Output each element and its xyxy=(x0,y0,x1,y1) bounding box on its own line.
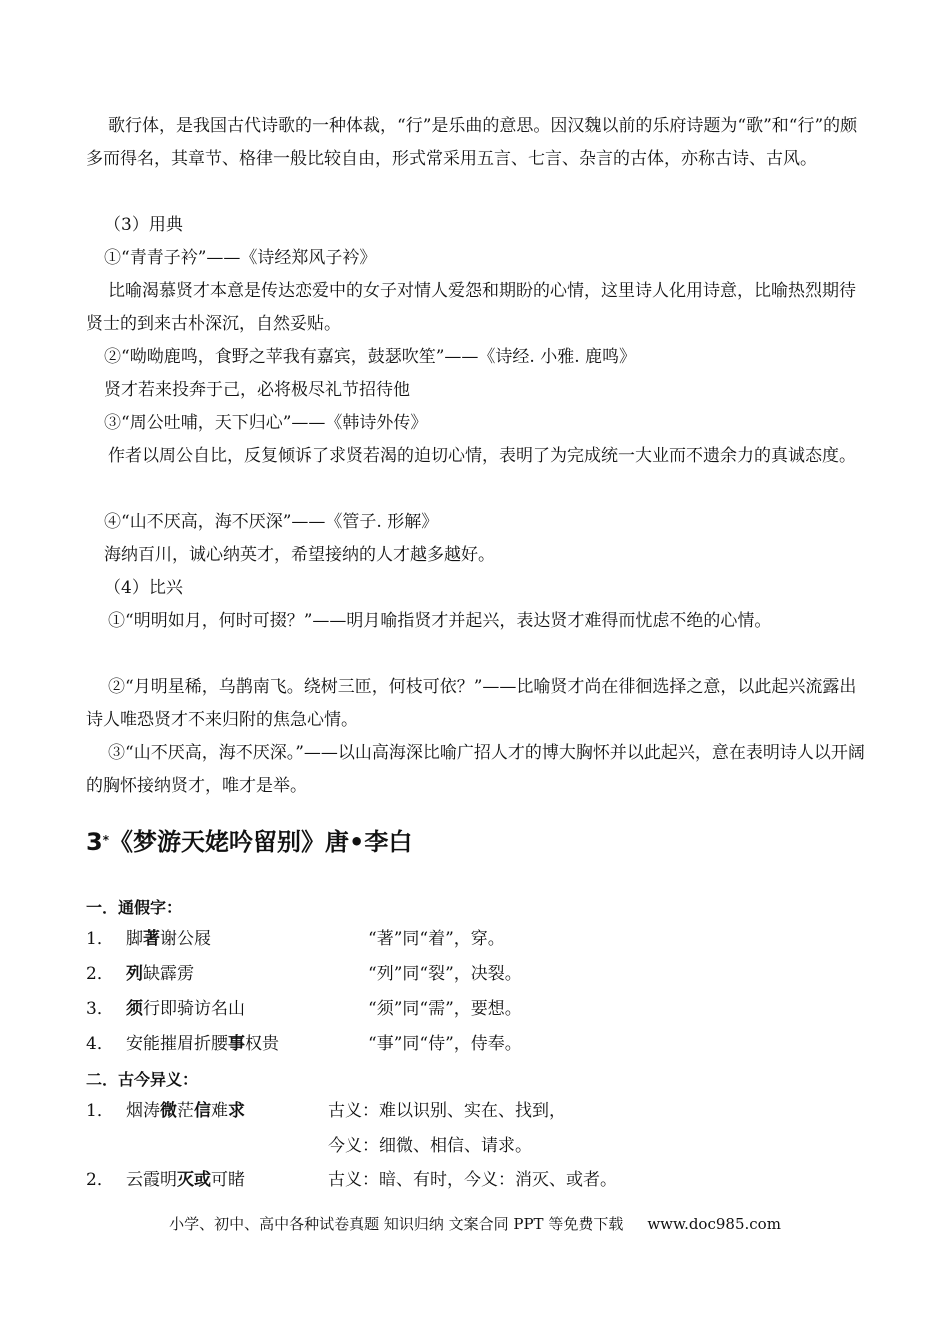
heading-gujin: 二．古今异义： xyxy=(86,1070,199,1089)
quote-3: ③“周公吐哺，天下归心”——《韩诗外传》 xyxy=(104,413,428,433)
quote-4-explanation: 海纳百川，诚心纳英才，希望接纳的人才越多越好。 xyxy=(104,545,495,565)
row-number: 2． xyxy=(86,1170,114,1190)
row-number: 1． xyxy=(86,929,114,949)
page-footer xyxy=(0,1213,950,1235)
key-char: 列 xyxy=(126,964,143,984)
row-number: 4． xyxy=(86,1034,114,1054)
explanation: “著”同“着”，穿。 xyxy=(368,929,505,949)
footer-site-link[interactable]: www.doc985.com xyxy=(647,1215,781,1233)
phrase: 安能摧眉折腰事权贵 xyxy=(126,1034,279,1054)
modern-meaning: 今义：细微、相信、请求。 xyxy=(328,1136,532,1156)
bixing-2: ②“月明星稀，乌鹊南飞。绕树三匝，何枝可依？”——比喻贤才尚在徘徊选择之意，以此起兴流露出诗人唯恐贤才不来归附的焦急心情。 xyxy=(86,677,857,730)
section-title xyxy=(86,825,412,859)
quote-1-explanation: 比喻渴慕贤才本意是传达恋爱中的女子对情人爱怨和期盼的心情，这里诗人化用诗意，比喻热烈期待贤士的到来古朴深沉，自然妥贴。 xyxy=(86,281,856,334)
phrase: 云霞明灭或可睹 xyxy=(126,1170,245,1190)
explanation: “事”同“侍”，侍奉。 xyxy=(368,1034,522,1054)
phrase: 脚著谢公屐 xyxy=(126,929,211,949)
key-char: 灭 xyxy=(177,1170,194,1190)
heading-yongdian: （3）用典 xyxy=(104,215,183,235)
bixing-1: ①“明明如月，何时可掇？”——明月喻指贤才并起兴，表达贤才难得而忧虑不绝的心情。 xyxy=(108,611,772,631)
heading-tongjiazi: 一．通假字： xyxy=(86,898,183,917)
key-char: 须 xyxy=(126,999,143,1019)
key-char: 事 xyxy=(228,1034,245,1054)
section-title-text: 《梦游天姥吟留别》唐•李白 xyxy=(108,828,413,856)
explanation: “须”同“需”，要想。 xyxy=(368,999,522,1019)
ancient-meaning: 古义：难以识别、实在、找到， xyxy=(328,1101,566,1121)
row-number: 1． xyxy=(86,1101,114,1121)
phrase: 须行即骑访名山 xyxy=(126,999,245,1019)
phrase: 列缺霹雳 xyxy=(126,964,194,984)
explanation: “列”同“裂”，决裂。 xyxy=(368,964,522,984)
key-char: 著 xyxy=(143,929,160,949)
heading-bixing: （4）比兴 xyxy=(104,578,183,598)
paragraph-gexingti: 歌行体，是我国古代诗歌的一种体裁，“行”是乐曲的意思。因汉魏以前的乐府诗题为“歌”和“行”的颇多而得名，其章节、格律一般比较自由，形式常采用五言、七言、杂言的古体，亦称古诗、古风。 xyxy=(86,116,858,169)
footer-text: 小学、初中、高中各种试卷真题 知识归纳 文案合同 PPT 等免费下载 xyxy=(169,1215,624,1233)
quote-4: ④“山不厌高，海不厌深”——《管子. 形解》 xyxy=(104,512,439,532)
bixing-3: ③“山不厌高，海不厌深。”——以山高海深比喻广招人才的博大胸怀并以此起兴，意在表明诗人以开阔的胸怀接纳贤才，唯才是举。 xyxy=(86,743,865,796)
key-char: 微 xyxy=(160,1101,177,1121)
key-char: 或 xyxy=(194,1170,211,1190)
ancient-meaning: 古义：暗、有时，今义：消灭、或者。 xyxy=(328,1170,617,1190)
quote-3-explanation: 作者以周公自比，反复倾诉了求贤若渴的迫切心情，表明了为完成统一大业而不遗余力的真诚态度。 xyxy=(108,446,856,466)
row-number: 2． xyxy=(86,964,114,984)
section-number: 3 xyxy=(86,828,103,856)
key-char: 求 xyxy=(228,1101,245,1121)
section-star: * xyxy=(102,833,109,847)
key-char: 信 xyxy=(194,1101,211,1121)
quote-1: ①“青青子衿”——《诗经郑风子衿》 xyxy=(104,248,377,268)
phrase: 烟涛微茫信难求 xyxy=(126,1101,245,1121)
quote-2-explanation: 贤才若来投奔于己，必将极尽礼节招待他 xyxy=(104,380,410,400)
quote-2: ②“呦呦鹿鸣，食野之苹我有嘉宾，鼓瑟吹笙”——《诗经. 小雅. 鹿鸣》 xyxy=(104,347,636,367)
row-number: 3． xyxy=(86,999,114,1019)
